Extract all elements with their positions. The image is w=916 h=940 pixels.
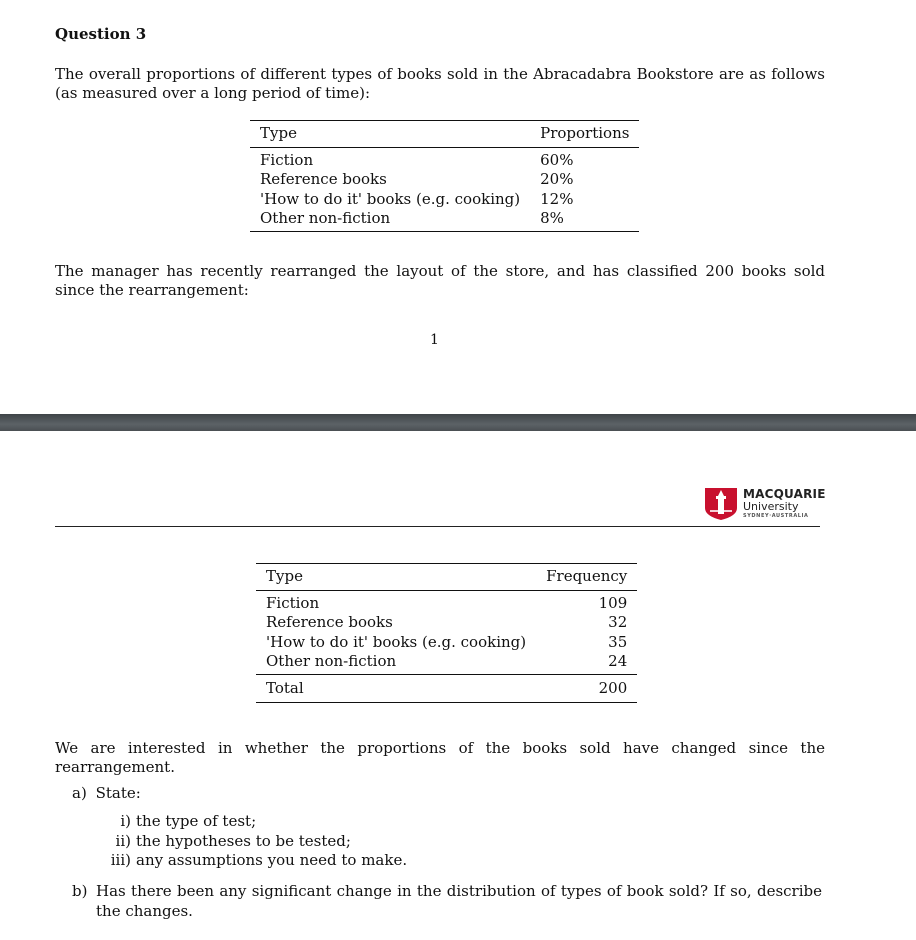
header-frequency: Frequency <box>546 567 628 585</box>
list-item <box>105 832 407 852</box>
item-number: iii) <box>110 851 131 869</box>
table-header-row <box>256 564 637 591</box>
item-number: i) <box>120 812 131 830</box>
row-type: Fiction <box>260 150 314 169</box>
page-number: 1 <box>430 332 439 348</box>
row-frequency: 35 <box>608 632 628 651</box>
proportions-table <box>250 120 639 232</box>
header-type: Type <box>266 567 303 585</box>
row-type: Other non-fiction <box>260 209 391 227</box>
row-frequency: 24 <box>608 652 628 670</box>
total-value: 200 <box>598 678 628 697</box>
row-proportion: 8% <box>540 209 564 227</box>
logo-name: MACQUARIE <box>743 487 826 501</box>
total-label: Total <box>266 678 304 697</box>
table-row <box>256 613 637 633</box>
row-frequency: 109 <box>598 593 628 612</box>
table-row <box>250 209 639 231</box>
intro-paragraph: The overall proportions of different types of books sold in the Abracadabra Bookstore are as follows (as measured over a long period of time): <box>55 65 825 102</box>
part-b-text: Has there been any significant change in the distribution of types of book sold? If so, describe the changes. <box>96 882 822 920</box>
total-row <box>256 674 637 703</box>
row-type: Fiction <box>266 593 320 612</box>
table-row <box>250 147 639 170</box>
item-text: any assumptions you need to make. <box>136 851 408 869</box>
part-a-label: a) <box>72 784 87 802</box>
row-type: Other non-fiction <box>266 652 397 670</box>
row-proportion: 12% <box>540 189 574 208</box>
university-logo <box>705 488 826 520</box>
row-proportion: 20% <box>540 170 574 188</box>
row-proportion: 60% <box>540 150 574 169</box>
manager-paragraph: The manager has recently rearranged the layout of the store, and has classified 200 books sold since the rearrangement: <box>55 262 825 299</box>
list-item <box>105 812 407 832</box>
row-frequency: 32 <box>608 613 628 631</box>
part-b <box>72 882 822 921</box>
part-a-text: State: <box>95 784 141 802</box>
item-text: the hypotheses to be tested; <box>136 831 351 850</box>
header-rule <box>55 526 820 527</box>
logo-city: SYDNEY·AUSTRALIA <box>743 513 809 519</box>
part-a <box>72 784 141 804</box>
table-row <box>250 170 639 190</box>
item-number: ii) <box>115 831 131 850</box>
frequency-table <box>256 563 637 703</box>
table-header-row <box>250 121 639 148</box>
logo-sub: University <box>743 500 799 513</box>
row-type: 'How to do it' books (e.g. cooking) <box>260 189 521 208</box>
page-divider <box>0 414 916 431</box>
part-a-items <box>105 812 407 871</box>
row-type: 'How to do it' books (e.g. cooking) <box>266 632 527 651</box>
part-b-label: b) <box>72 882 88 900</box>
question-title: Question 3 <box>55 25 147 43</box>
item-text: the type of test; <box>136 812 257 830</box>
interest-paragraph: We are interested in whether the proportions of the books sold have changed since the rearrangement. <box>55 739 825 776</box>
list-item <box>105 851 407 871</box>
lighthouse-shield-icon <box>705 488 737 520</box>
row-type: Reference books <box>266 613 393 631</box>
header-proportions: Proportions <box>540 124 630 142</box>
table-row <box>256 652 637 674</box>
header-type: Type <box>260 124 297 142</box>
table-row <box>250 190 639 210</box>
row-type: Reference books <box>260 170 387 188</box>
table-row <box>256 590 637 613</box>
table-row <box>256 633 637 653</box>
